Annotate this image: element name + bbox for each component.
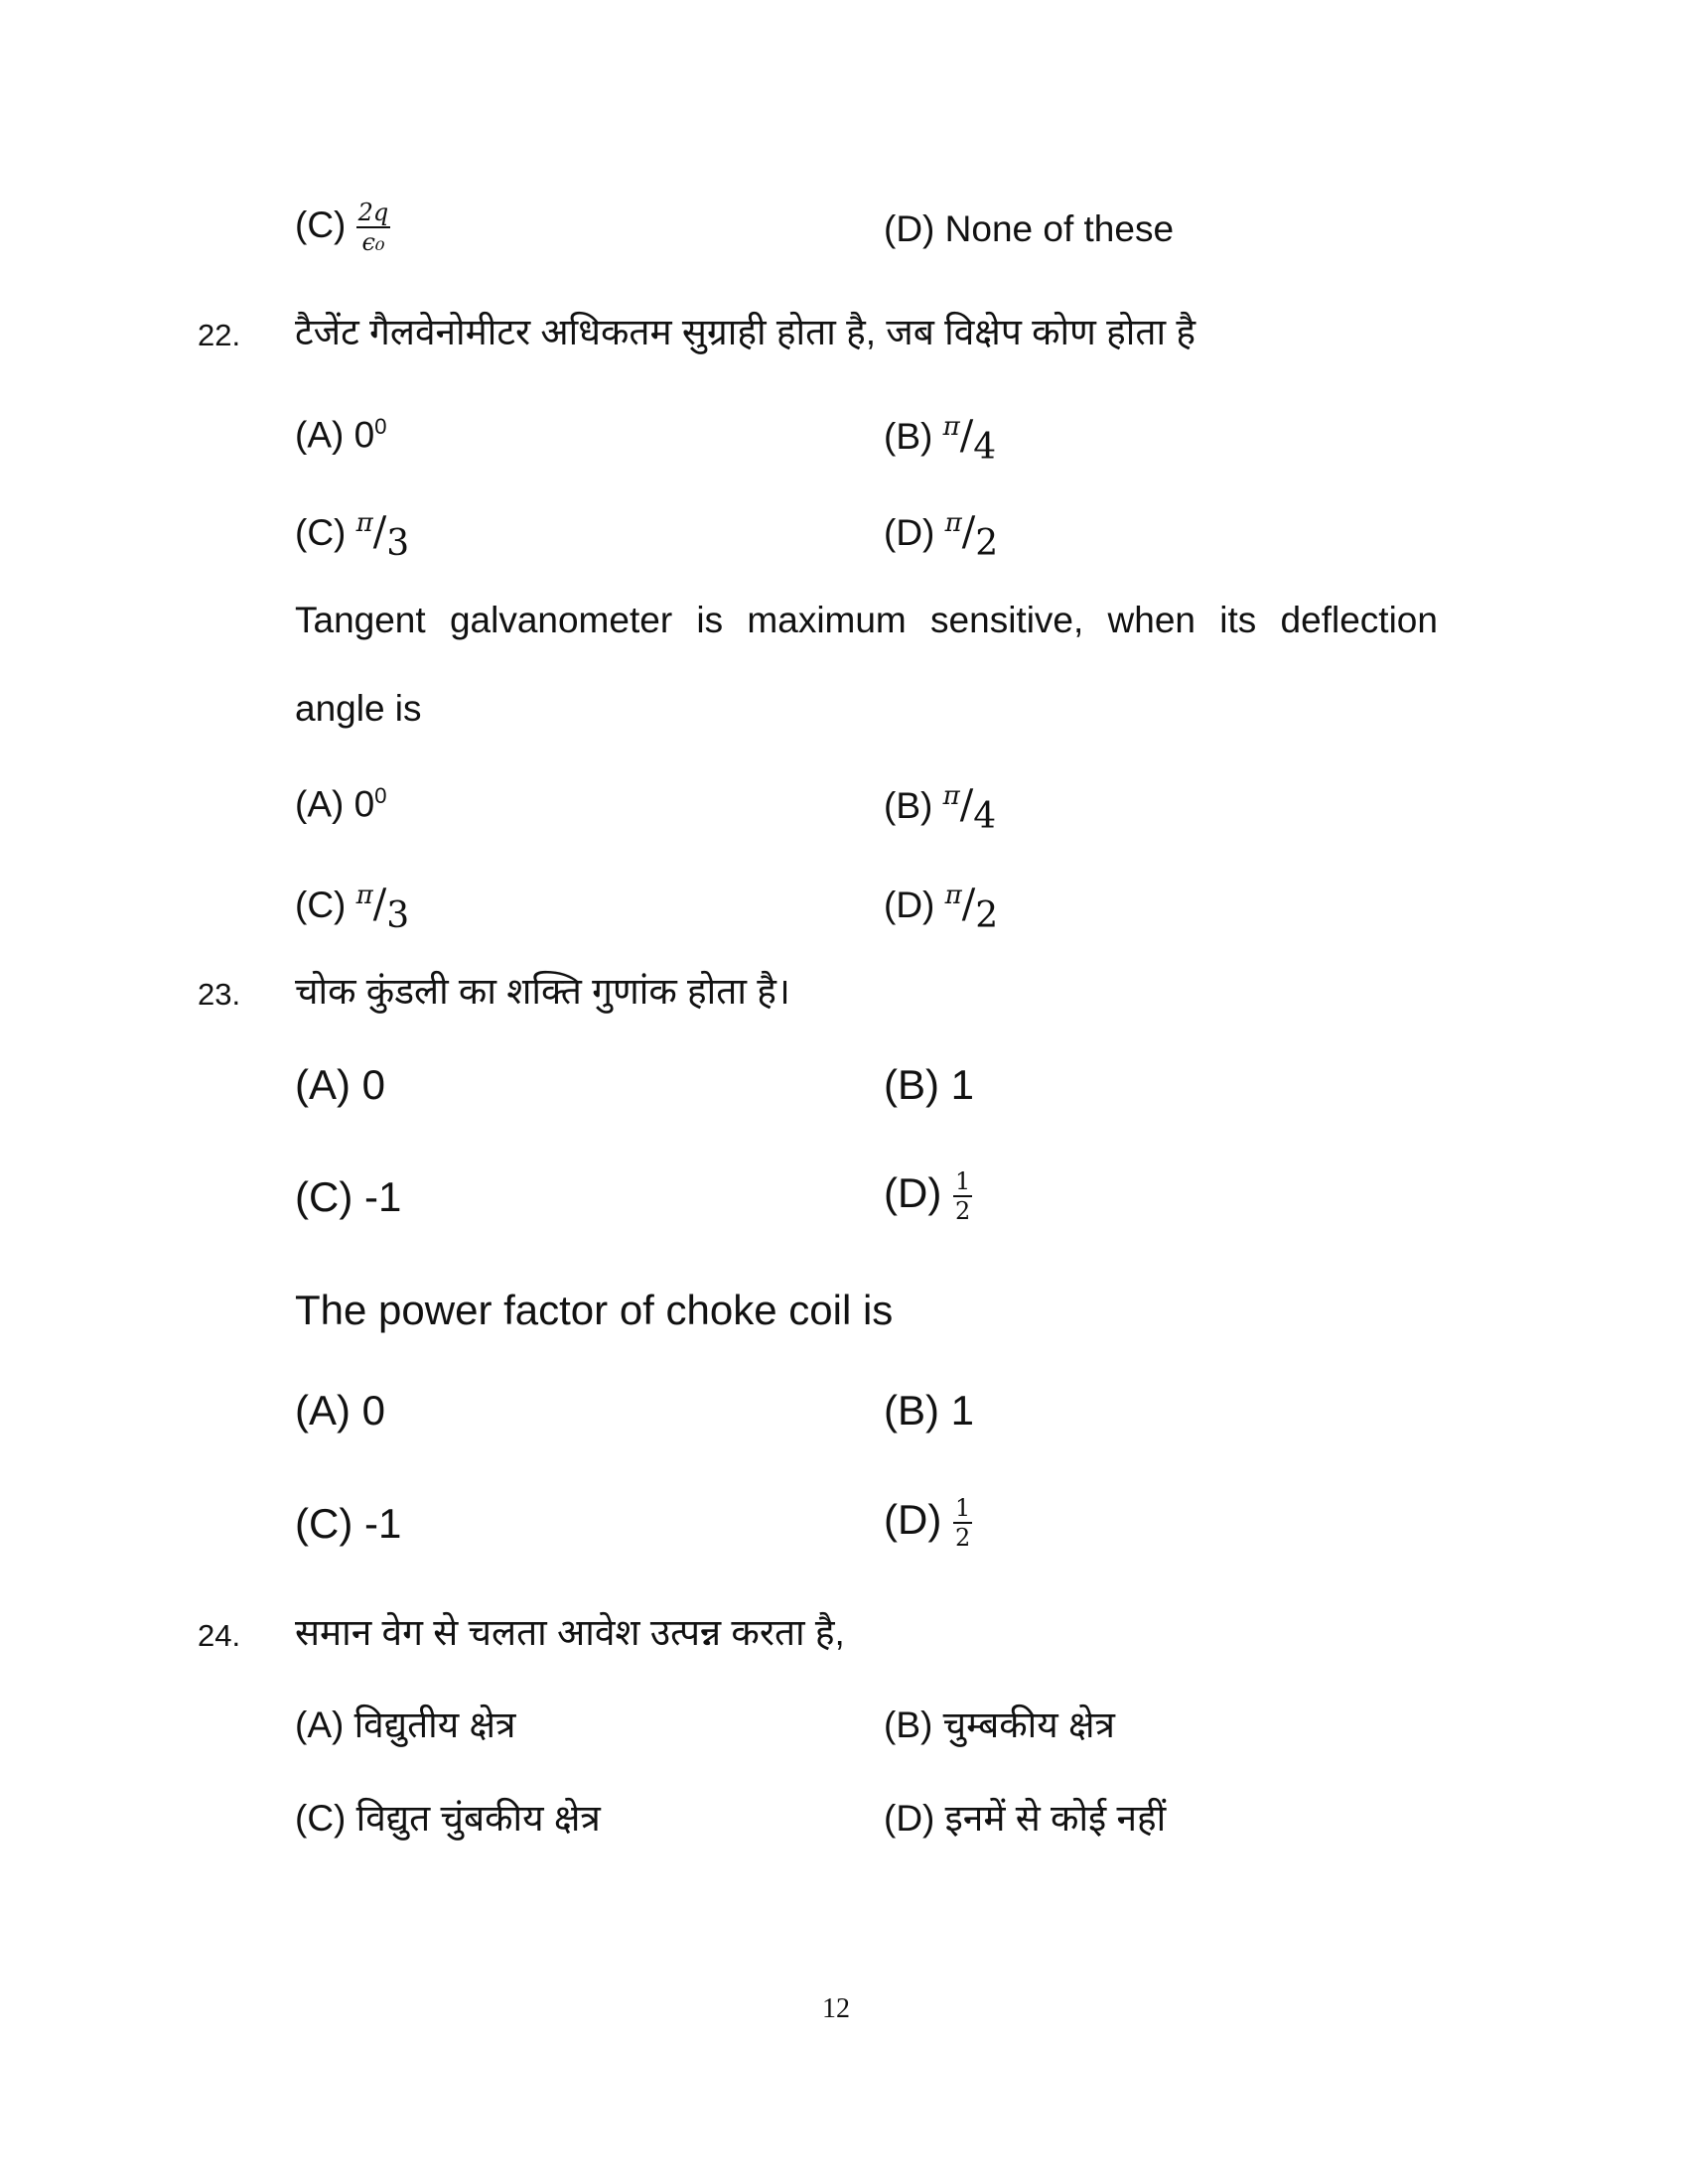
q22-hindi-option-d xyxy=(884,501,998,566)
fraction xyxy=(942,781,997,837)
denominator: 4 xyxy=(973,427,997,468)
option-label: (D) xyxy=(884,512,935,553)
q21-option-c xyxy=(295,199,390,256)
denominator: 2 xyxy=(954,1524,971,1552)
q24-option-c: (C) विद्युत चुंबकीय क्षेत्र xyxy=(295,1798,601,1839)
slash: / xyxy=(372,882,387,927)
slash: / xyxy=(372,509,387,555)
q22-english-option-a xyxy=(295,774,386,826)
q22-hindi-option-c xyxy=(295,501,409,566)
question-number: 24. xyxy=(198,1618,241,1653)
q23-hindi-option-d xyxy=(884,1167,972,1225)
question-text-english-line2: angle is xyxy=(295,688,422,729)
option-label: (C) xyxy=(295,204,347,245)
superscript: 0 xyxy=(374,414,387,439)
option-label: (D) xyxy=(884,885,935,925)
denominator: 2 xyxy=(975,523,999,564)
fraction xyxy=(942,412,997,468)
numerator: 1 xyxy=(954,1494,971,1522)
denominator: ϵ₀ xyxy=(361,228,385,256)
option-label: (B) xyxy=(884,785,933,826)
q23-hindi-option-a: (A) 0 xyxy=(295,1061,386,1108)
question-text-english-line1: Tangent galvanometer is maximum sensitive, when its deflection xyxy=(295,600,1438,640)
fraction xyxy=(944,881,999,936)
q23-hindi-option-b: (B) 1 xyxy=(884,1061,975,1108)
option-label: (B) xyxy=(884,416,933,457)
numerator: 1 xyxy=(954,1167,971,1195)
pi-symbol: π xyxy=(944,508,962,538)
slash: / xyxy=(959,413,974,459)
denominator: 4 xyxy=(973,796,997,837)
q23-english-option-c: (C) -1 xyxy=(295,1500,402,1547)
denominator: 2 xyxy=(954,1197,971,1225)
fraction xyxy=(355,508,410,564)
question-text-english: The power factor of choke coil is xyxy=(295,1287,894,1333)
denominator: 2 xyxy=(975,895,999,936)
question-text-hindi: चोक कुंडली का शक्ति गुणांक होता है। xyxy=(295,971,790,1012)
slash: / xyxy=(961,882,976,927)
fraction xyxy=(953,1494,972,1552)
q22-english-option-d xyxy=(884,874,998,938)
pi-symbol: π xyxy=(942,781,960,811)
pi-symbol: π xyxy=(944,881,962,910)
question-number: 23. xyxy=(198,977,241,1012)
page-number: 12 xyxy=(822,1993,850,2024)
q23-english-option-b: (B) 1 xyxy=(884,1387,975,1433)
option-label: (C) xyxy=(295,512,347,553)
q22-english-option-b xyxy=(884,774,996,839)
denominator: 3 xyxy=(386,895,410,936)
superscript: 0 xyxy=(374,783,387,808)
q23-english-option-d xyxy=(884,1494,972,1552)
option-label: (A) 0 xyxy=(295,783,375,825)
numerator: 2q xyxy=(357,199,389,226)
denominator: 3 xyxy=(386,523,410,564)
q22-english-option-c xyxy=(295,874,409,938)
question-text-hindi: टैजेंट गैलवेनोमीटर अधिकतम सुग्राही होता है, जब विक्षेप कोण होता है xyxy=(295,312,1196,352)
q24-option-b: (B) चुम्बकीय क्षेत्र xyxy=(884,1705,1115,1745)
pi-symbol: π xyxy=(942,412,960,442)
q23-hindi-option-c: (C) -1 xyxy=(295,1173,402,1220)
question-text-hindi: समान वेग से चलता आवेश उत्पन्न करता है, xyxy=(295,1612,845,1653)
slash: / xyxy=(959,782,974,828)
fraction xyxy=(356,199,391,256)
option-label: (D) xyxy=(884,1169,942,1217)
slash: / xyxy=(961,509,976,555)
pi-symbol: π xyxy=(355,881,373,910)
fraction xyxy=(355,881,410,936)
q22-hindi-option-b xyxy=(884,405,996,470)
fraction xyxy=(953,1167,972,1225)
q21-option-d: (D) None of these xyxy=(884,208,1175,249)
option-label: (D) xyxy=(884,1496,942,1544)
pi-symbol: π xyxy=(355,508,373,538)
q22-hindi-option-a xyxy=(295,405,386,457)
fraction xyxy=(944,508,999,564)
q24-option-a: (A) विद्युतीय क्षेत्र xyxy=(295,1705,516,1745)
q24-option-d: (D) इनमें से कोई नहीं xyxy=(884,1798,1167,1839)
option-label: (A) 0 xyxy=(295,414,375,456)
q23-english-option-a: (A) 0 xyxy=(295,1387,386,1433)
option-label: (C) xyxy=(295,885,347,925)
question-number: 22. xyxy=(198,318,241,352)
